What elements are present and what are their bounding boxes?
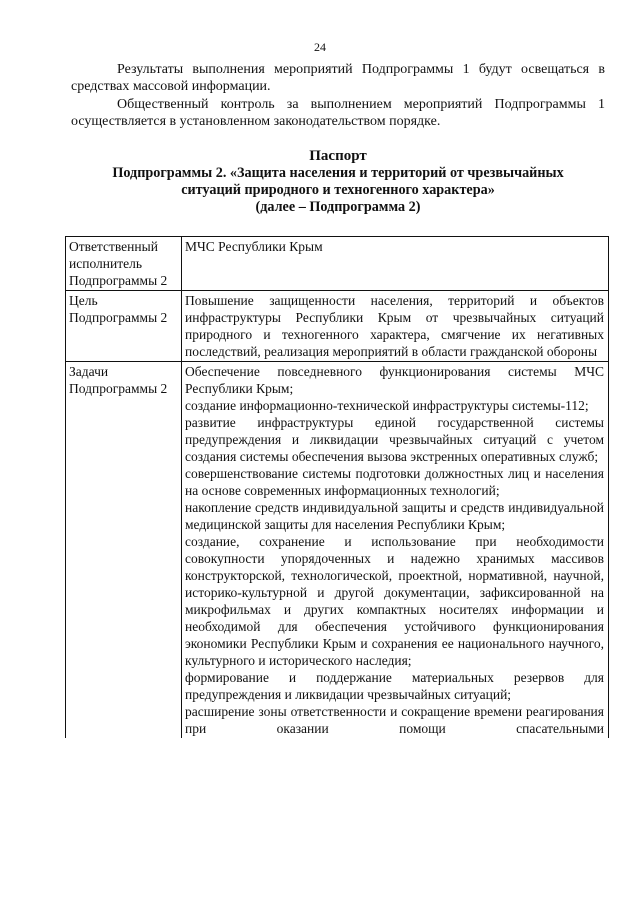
- task-item: создание, сохранение и использование при необходимости совокупности упорядоченных и надежно хранимых массивов конструкторской, технологической, проектной, нормативной, научной, историко-культурной и другой документации, зафиксированной на микрофильмах и других компактных носителях информации и необходимой для обеспечения устойчивого функционирования экономики Республики Крым и сохранения ее национального научного, культурного и исторического наследия;: [185, 534, 604, 668]
- task-item: накопление средств индивидуальной защиты и средств индивидуальной медицинской защиты для населения Республики Крым;: [185, 500, 604, 532]
- paragraph-control: Общественный контроль за выполнением мероприятий Подпрограммы 1 осуществляется в установленном законодательством порядке.: [71, 97, 605, 129]
- row-label: Ответственный исполнитель Подпрограммы 2: [66, 237, 182, 291]
- title-line-3: ситуаций природного и техногенного характера»: [181, 182, 495, 198]
- task-item: создание информационно-технической инфраструктуры системы-112;: [185, 398, 589, 413]
- row-value: МЧС Республики Крым: [182, 237, 609, 291]
- task-item: Обеспечение повседневного функционирования системы МЧС Республики Крым;: [185, 364, 604, 396]
- task-item: развитие инфраструктуры единой государственной системы предупреждения и ликвидации чрезвычайных ситуаций с учетом создания системы обеспечения вызова экстренных оперативных служб;: [185, 415, 604, 464]
- page-number: 24: [314, 40, 326, 54]
- row-value: Повышение защищенности населения, территорий и объектов инфраструктуры Республики Крым от чрезвычайных ситуаций природного и техногенного характера, смягчение их негативных последствий, реализация мероприятий в области гражданской обороны: [182, 291, 609, 362]
- tasks-list: [182, 362, 609, 739]
- title-line-1: Паспорт: [309, 148, 367, 164]
- row-label: Цель Подпрограммы 2: [66, 291, 182, 362]
- task-item: формирование и поддержание материальных резервов для предупреждения и ликвидации чрезвычайных ситуаций;: [185, 670, 604, 702]
- task-item: расширение зоны ответственности и сокращение времени реагирования при оказании помощи спасательными: [185, 704, 604, 736]
- task-item: совершенствование системы подготовки должностных лиц и населения на основе современных информационных технологий;: [185, 466, 604, 498]
- table-row: [66, 291, 609, 362]
- passport-table: [65, 236, 609, 738]
- row-label: Задачи Подпрограммы 2: [66, 362, 182, 739]
- paragraph-results: Результаты выполнения мероприятий Подпрограммы 1 будут освещаться в средствах массовой информации.: [71, 62, 605, 94]
- table-row: [66, 362, 609, 739]
- table-row: [66, 237, 609, 291]
- title-line-2: Подпрограммы 2. «Защита населения и территорий от чрезвычайных: [112, 165, 564, 181]
- passport-title: [71, 148, 605, 216]
- title-line-4: (далее – Подпрограмма 2): [255, 199, 421, 215]
